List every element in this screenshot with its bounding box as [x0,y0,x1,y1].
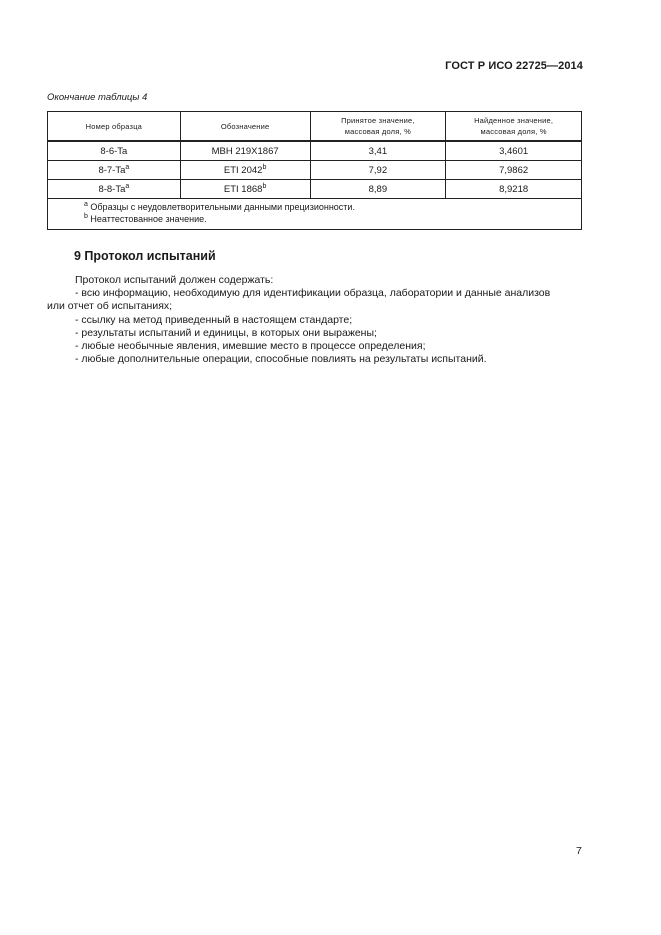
section-body [47,274,582,366]
list-item: - всю информацию, необходимую для идентификации образца, лаборатории и данные анализов [75,287,551,300]
table-row [48,180,582,199]
table-footnotes-row [48,199,582,230]
list-item: - любые необычные явления, имевшие место в процессе определения; [75,340,426,353]
footnote-mark: b [262,182,267,190]
cell-designation: ETI 2042$^b$ [180,161,310,180]
table-caption: Окончание таблицы 4 [47,92,148,103]
results-table [47,111,582,230]
cell-designation: MBH 219X1867 [180,141,310,161]
list-item: - ссылку на метод приведенный в настоящем стандарте; [75,313,353,326]
list-item: - результаты испытаний и единицы, в которых они выражены; [75,326,377,339]
cell-sample: 8-7-Ta$^a$ [48,161,181,180]
cell-found: 3,4601 [446,141,582,161]
column-header-found: Найденное значение, массовая доля, % [446,112,582,142]
footnote-a: $^a$ Образцы с неудовлетворительными данными прецизионности. [84,201,355,212]
section-title: 9 Протокол испытаний [74,249,216,263]
footnote-mark: a [125,182,130,190]
list-item: - любые дополнительные операции, способные повлиять на результаты испытаний. [75,353,487,366]
table-footnotes [48,199,582,230]
cell-found: 8,9218 [446,180,582,199]
cell-sample: 8-8-Ta$^a$ [48,180,181,199]
cell-sample: 8-6-Ta [48,141,181,161]
footnote-mark: a [125,163,130,171]
column-header-accepted: Принятое значение, массовая доля, % [310,112,446,142]
cell-accepted: 8,89 [310,180,446,199]
column-header-sample: Номер образца [48,112,181,142]
table-row [48,141,582,161]
footnote-b: $^b$ Неаттестованное значение. [84,212,207,224]
document-header: ГОСТ Р ИСО 22725—2014 [445,60,583,72]
section-intro: Протокол испытаний должен содержать: [75,274,274,286]
list-item-continuation: или отчет об испытаниях; [47,300,173,313]
cell-accepted: 7,92 [310,161,446,180]
column-header-designation: Обозначение [180,112,310,142]
table-row [48,161,582,180]
page-number: 7 [576,845,582,857]
cell-found: 7,9862 [446,161,582,180]
footnote-mark: b [262,163,267,171]
cell-accepted: 3,41 [310,141,446,161]
table-header-row [48,112,582,142]
cell-designation: ETI 1868$^b$ [180,180,310,199]
